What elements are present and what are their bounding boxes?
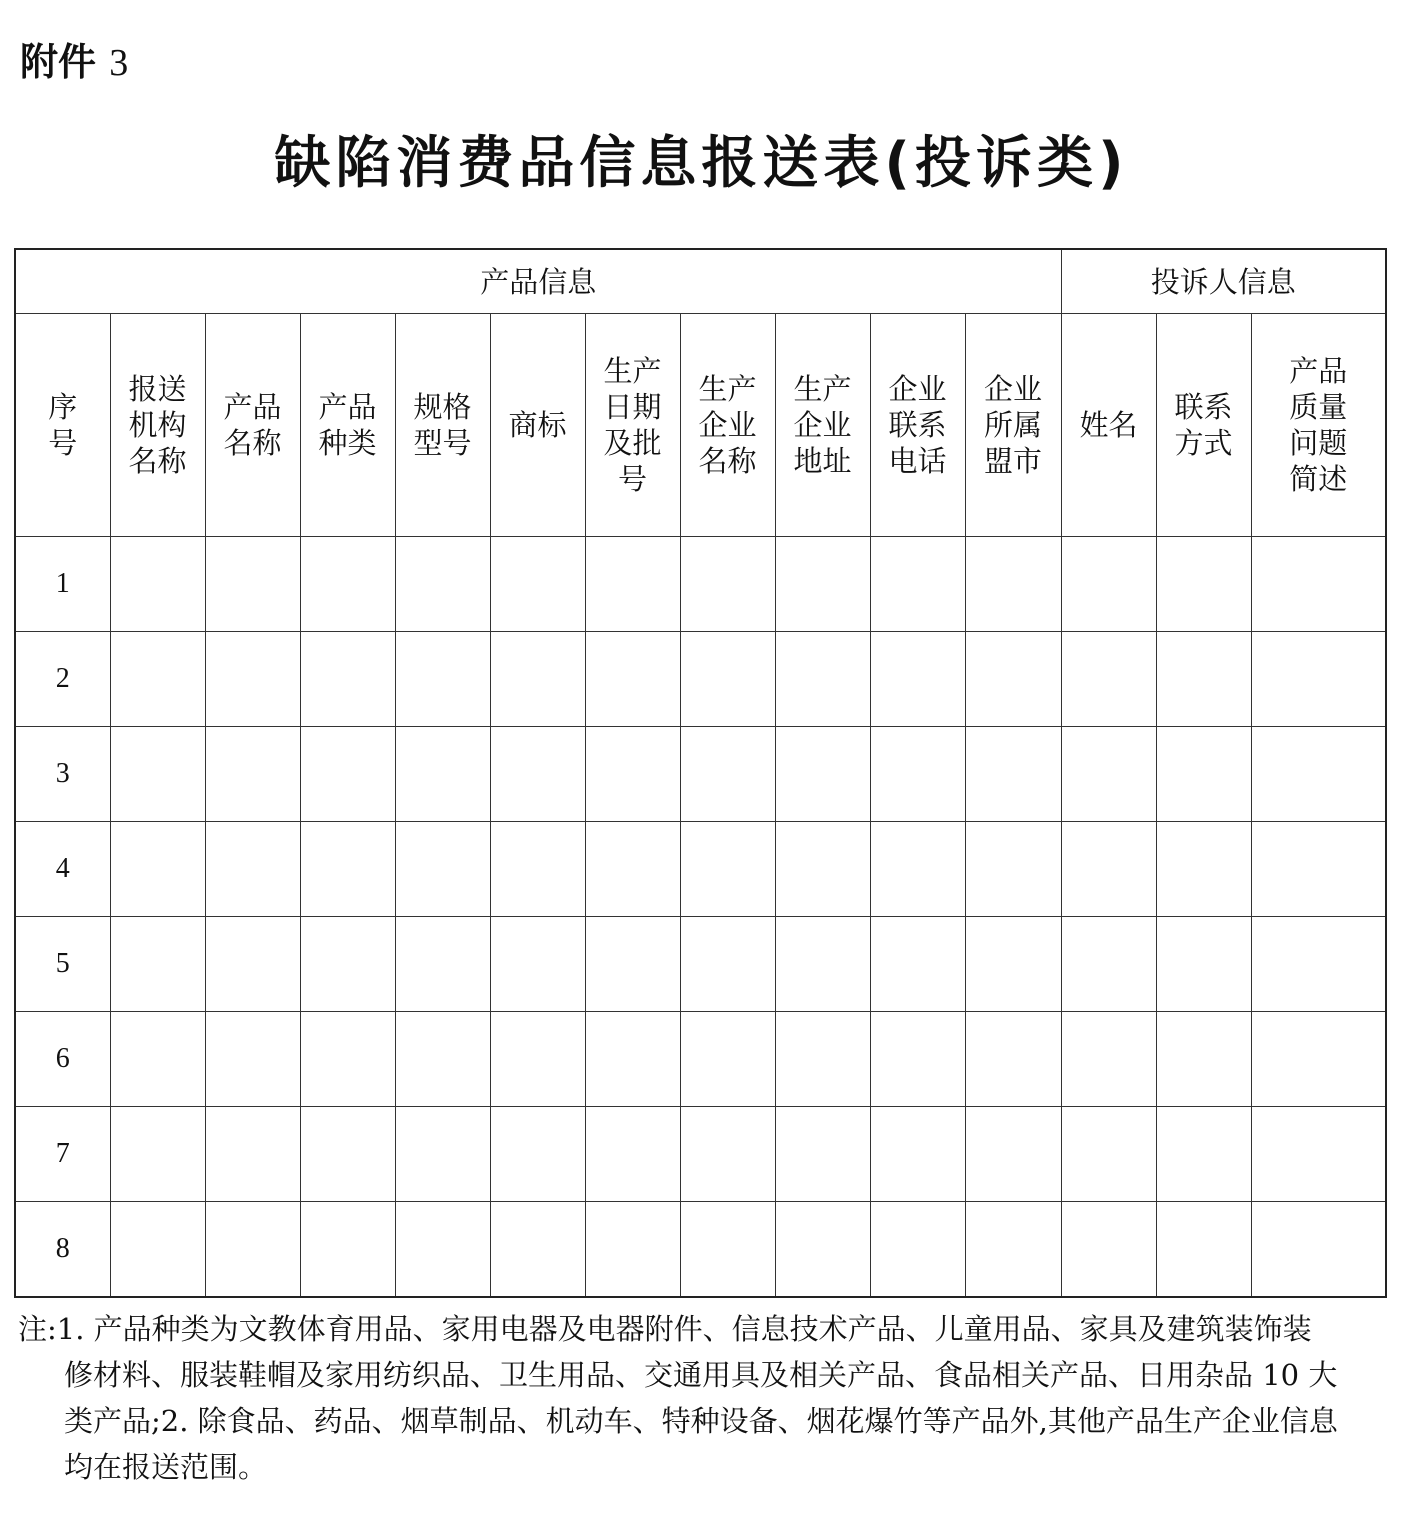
table-cell[interactable] <box>490 1107 585 1202</box>
table-cell[interactable] <box>1156 822 1251 917</box>
table-cell[interactable] <box>490 822 585 917</box>
table-cell[interactable] <box>205 1107 300 1202</box>
table-cell[interactable] <box>490 537 585 632</box>
table-cell[interactable] <box>110 727 205 822</box>
table-cell[interactable] <box>1251 632 1386 727</box>
report-form-table <box>14 248 1387 1298</box>
column-header <box>1061 314 1156 537</box>
table-cell[interactable] <box>1061 1107 1156 1202</box>
footnote <box>18 1306 1390 1490</box>
table-cell[interactable] <box>300 537 395 632</box>
table-cell[interactable] <box>965 632 1061 727</box>
column-header <box>490 314 585 537</box>
column-header <box>680 314 775 537</box>
table-cell[interactable] <box>1156 632 1251 727</box>
column-header <box>300 314 395 537</box>
table-cell[interactable] <box>490 727 585 822</box>
table-cell[interactable] <box>395 727 490 822</box>
table-cell[interactable] <box>300 822 395 917</box>
table-cell[interactable] <box>205 917 300 1012</box>
table-cell[interactable] <box>585 1202 680 1298</box>
table-cell[interactable] <box>205 632 300 727</box>
table-row <box>15 632 1386 727</box>
table-cell[interactable] <box>585 822 680 917</box>
row-number: 6 <box>15 1012 110 1107</box>
column-header-label: 报送机构名称 <box>128 372 187 478</box>
table-cell[interactable] <box>490 917 585 1012</box>
group-complainant-info: 投诉人信息 <box>1061 249 1386 314</box>
column-header-label: 规格型号 <box>413 390 472 460</box>
table-cell[interactable] <box>1061 1012 1156 1107</box>
table-row <box>15 917 1386 1012</box>
footnote-line: 修材料、服装鞋帽及家用纺织品、卫生用品、交通用具及相关产品、食品相关产品、日用杂品 10 大 <box>64 1358 1338 1392</box>
table-cell[interactable] <box>585 727 680 822</box>
group-product-info: 产品信息 <box>15 249 1061 314</box>
table-cell[interactable] <box>1251 1202 1386 1298</box>
table-cell[interactable] <box>1156 1107 1251 1202</box>
column-header-label: 序号 <box>48 390 78 460</box>
table-cell[interactable] <box>300 632 395 727</box>
table-cell[interactable] <box>490 632 585 727</box>
table-cell[interactable] <box>1251 727 1386 822</box>
table-cell[interactable] <box>300 1012 395 1107</box>
table-cell[interactable] <box>395 822 490 917</box>
table-cell[interactable] <box>870 917 965 1012</box>
row-number: 1 <box>15 537 110 632</box>
table-cell[interactable] <box>680 822 775 917</box>
table-cell[interactable] <box>870 537 965 632</box>
table-cell[interactable] <box>680 632 775 727</box>
column-header-label: 生产企业名称 <box>698 372 757 478</box>
table-cell[interactable] <box>585 537 680 632</box>
table-cell[interactable] <box>775 1202 870 1298</box>
column-header-label: 企业联系电话 <box>888 372 947 478</box>
table-cell[interactable] <box>680 1012 775 1107</box>
table-cell[interactable] <box>1156 1012 1251 1107</box>
table-cell[interactable] <box>775 537 870 632</box>
table-cell[interactable] <box>110 632 205 727</box>
attachment-number: 3 <box>109 42 129 84</box>
column-header <box>870 314 965 537</box>
table-cell[interactable] <box>205 1202 300 1298</box>
table-cell[interactable] <box>205 727 300 822</box>
table-cell[interactable] <box>395 1202 490 1298</box>
table-cell[interactable] <box>110 1202 205 1298</box>
column-header-label: 生产企业地址 <box>793 372 852 478</box>
table-cell[interactable] <box>300 727 395 822</box>
table-cell[interactable] <box>395 632 490 727</box>
table-cell[interactable] <box>680 537 775 632</box>
table-cell[interactable] <box>775 727 870 822</box>
table-cell[interactable] <box>395 1107 490 1202</box>
table-cell[interactable] <box>395 1012 490 1107</box>
table-cell[interactable] <box>1251 917 1386 1012</box>
table-cell[interactable] <box>1156 917 1251 1012</box>
table-row <box>15 822 1386 917</box>
table-row <box>15 1202 1386 1298</box>
table-cell[interactable] <box>965 917 1061 1012</box>
table-row <box>15 1012 1386 1107</box>
column-header-row <box>15 314 1386 537</box>
group-header-row <box>15 249 1386 314</box>
table-cell[interactable] <box>1061 822 1156 917</box>
table-cell[interactable] <box>965 1202 1061 1298</box>
table-cell[interactable] <box>680 1107 775 1202</box>
table-cell[interactable] <box>870 632 965 727</box>
row-number: 2 <box>15 632 110 727</box>
table-cell[interactable] <box>775 1012 870 1107</box>
table-cell[interactable] <box>870 727 965 822</box>
table-cell[interactable] <box>490 1202 585 1298</box>
column-header <box>110 314 205 537</box>
table-cell[interactable] <box>110 1107 205 1202</box>
table-cell[interactable] <box>395 917 490 1012</box>
column-header-label: 产品质量问题简述 <box>1289 354 1348 496</box>
column-header-label: 联系方式 <box>1174 390 1233 460</box>
table-cell[interactable] <box>1061 632 1156 727</box>
column-header <box>965 314 1061 537</box>
table-cell[interactable] <box>1156 727 1251 822</box>
table-cell[interactable] <box>205 822 300 917</box>
footnote-line: 均在报送范围。 <box>64 1450 268 1484</box>
column-header <box>395 314 490 537</box>
table-cell[interactable] <box>205 1012 300 1107</box>
table-cell[interactable] <box>110 1012 205 1107</box>
attachment-text: 附件 <box>20 40 97 84</box>
row-number: 5 <box>15 917 110 1012</box>
column-header-label: 生产日期及批号 <box>603 354 662 496</box>
table-cell[interactable] <box>680 1202 775 1298</box>
table-cell[interactable] <box>300 917 395 1012</box>
table-cell[interactable] <box>965 1107 1061 1202</box>
table-cell[interactable] <box>1251 1012 1386 1107</box>
table-cell[interactable] <box>775 822 870 917</box>
table-cell[interactable] <box>490 1012 585 1107</box>
column-header-label: 商标 <box>508 408 567 442</box>
table-cell[interactable] <box>1251 537 1386 632</box>
table-cell[interactable] <box>965 822 1061 917</box>
table-cell[interactable] <box>680 917 775 1012</box>
table-cell[interactable] <box>1156 1202 1251 1298</box>
column-header-label: 产品种类 <box>318 390 377 460</box>
column-header <box>205 314 300 537</box>
column-header <box>15 314 110 537</box>
table-row <box>15 727 1386 822</box>
column-header-label: 产品名称 <box>223 390 282 460</box>
table-cell[interactable] <box>1156 537 1251 632</box>
table-cell[interactable] <box>585 917 680 1012</box>
column-header <box>775 314 870 537</box>
table-cell[interactable] <box>1061 917 1156 1012</box>
table-cell[interactable] <box>205 537 300 632</box>
table-cell[interactable] <box>1061 537 1156 632</box>
column-header <box>1251 314 1386 537</box>
row-number: 3 <box>15 727 110 822</box>
table-cell[interactable] <box>870 1012 965 1107</box>
table-cell[interactable] <box>680 727 775 822</box>
table-cell[interactable] <box>965 1012 1061 1107</box>
table-cell[interactable] <box>870 1202 965 1298</box>
table-cell[interactable] <box>1251 1107 1386 1202</box>
column-header-label: 企业所属盟市 <box>983 372 1042 478</box>
table-cell[interactable] <box>110 822 205 917</box>
column-header <box>1156 314 1251 537</box>
table-cell[interactable] <box>965 727 1061 822</box>
table-cell[interactable] <box>775 632 870 727</box>
row-number: 8 <box>15 1202 110 1298</box>
table-row <box>15 1107 1386 1202</box>
table-cell[interactable] <box>1251 822 1386 917</box>
table-cell[interactable] <box>965 537 1061 632</box>
footnote-line: 注:1. 产品种类为文教体育用品、家用电器及电器附件、信息技术产品、儿童用品、家具及建筑装饰装 <box>18 1312 1312 1346</box>
row-number: 4 <box>15 822 110 917</box>
table-cell[interactable] <box>870 1107 965 1202</box>
table-cell[interactable] <box>300 1202 395 1298</box>
table-row <box>15 537 1386 632</box>
table-cell[interactable] <box>300 1107 395 1202</box>
table-cell[interactable] <box>775 1107 870 1202</box>
column-header-label: 姓名 <box>1079 408 1138 442</box>
attachment-label <box>20 34 128 91</box>
table-cell[interactable] <box>870 822 965 917</box>
table-cell[interactable] <box>775 917 870 1012</box>
page-title: 缺陷消费品信息报送表(投诉类) <box>274 131 1129 196</box>
table-cell[interactable] <box>110 917 205 1012</box>
table-cell[interactable] <box>110 537 205 632</box>
footnote-line: 类产品;2. 除食品、药品、烟草制品、机动车、特种设备、烟花爆竹等产品外,其他产品生产企业信息 <box>64 1404 1338 1438</box>
table-cell[interactable] <box>1061 1202 1156 1298</box>
table-cell[interactable] <box>585 632 680 727</box>
row-number: 7 <box>15 1107 110 1202</box>
table-cell[interactable] <box>585 1107 680 1202</box>
table-cell[interactable] <box>395 537 490 632</box>
column-header <box>585 314 680 537</box>
table-cell[interactable] <box>585 1012 680 1107</box>
table-cell[interactable] <box>1061 727 1156 822</box>
